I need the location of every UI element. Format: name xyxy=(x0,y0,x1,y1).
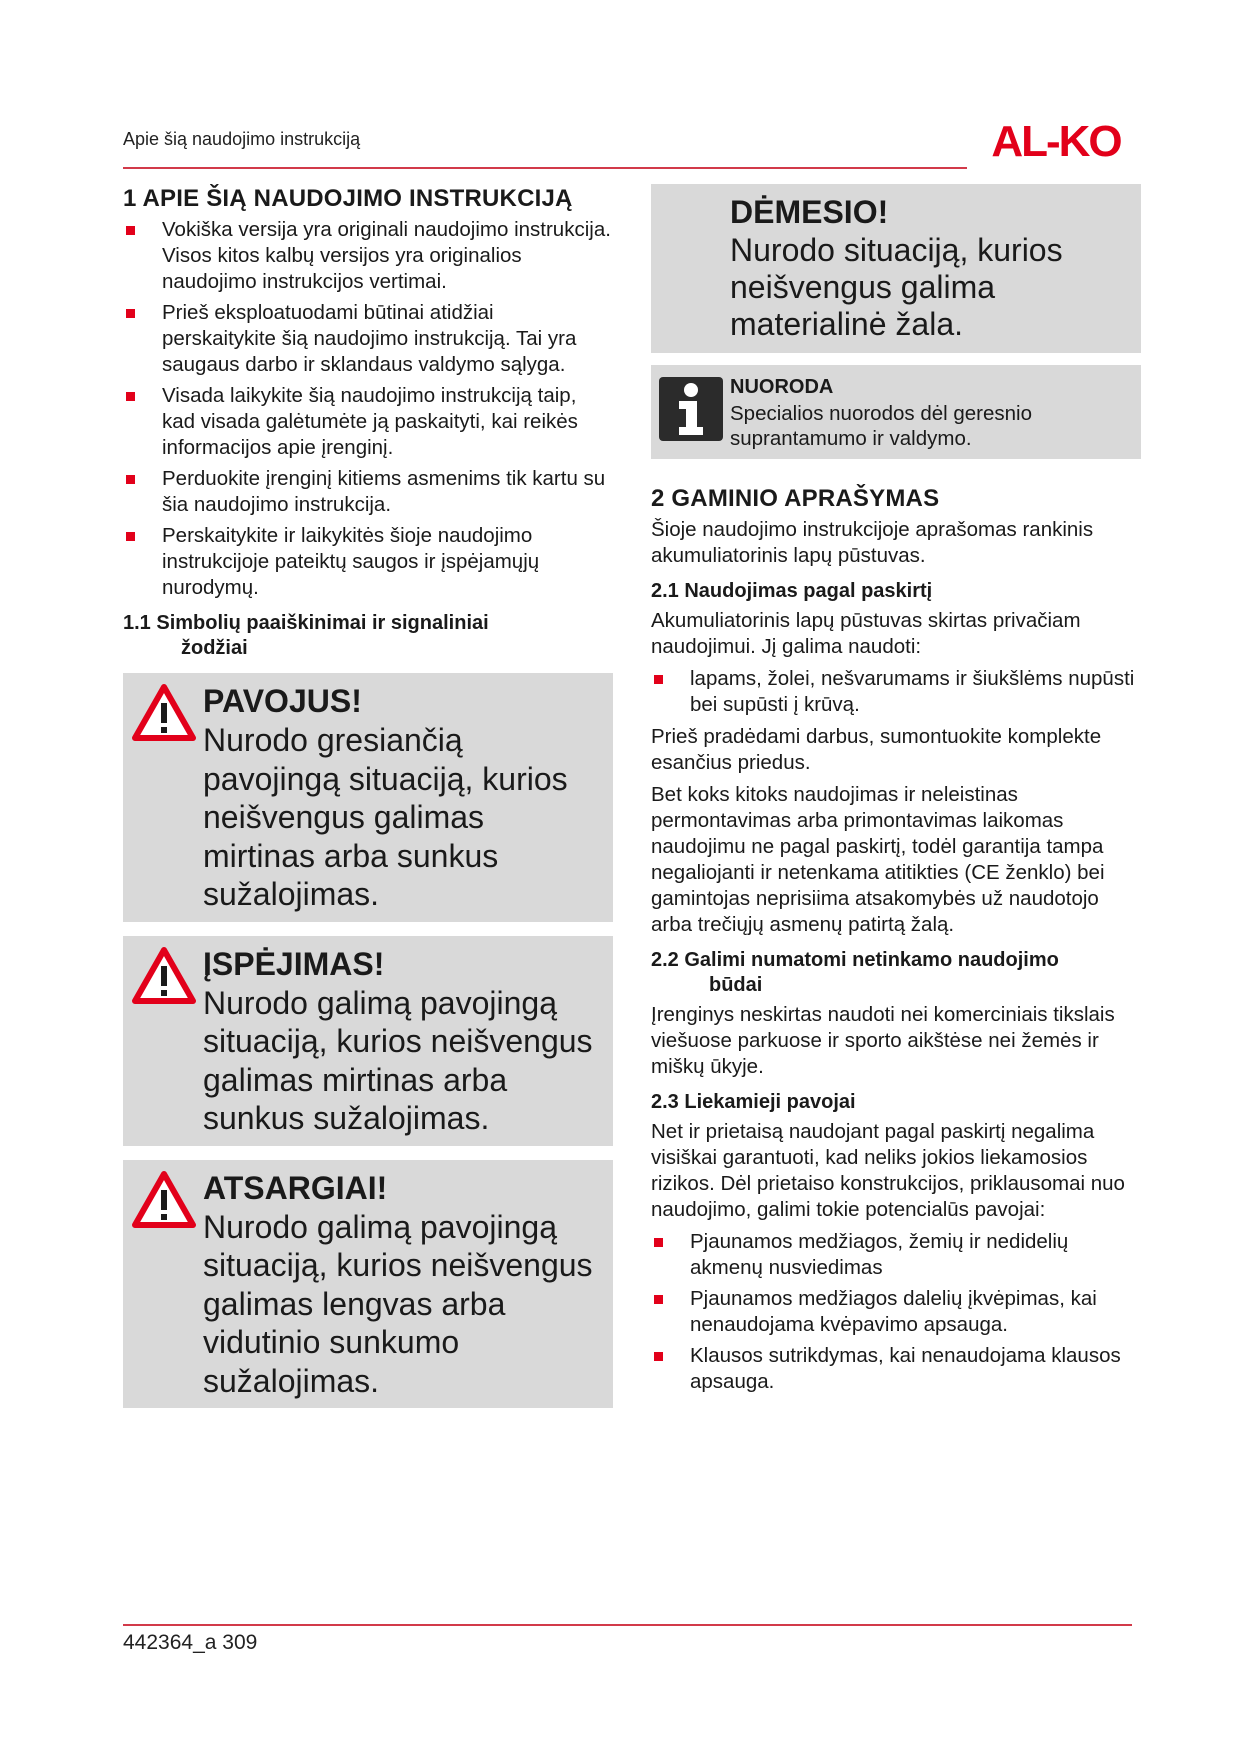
subsection-2-3-title: 2.3 Liekamieji pavojai xyxy=(651,1091,856,1113)
note-body: Specialios nuorodos dėl geresnio suprantamumo ir valdymo. xyxy=(730,402,1033,450)
list-item xyxy=(651,1229,1141,1281)
bullet-square-icon xyxy=(654,1295,663,1304)
subsection-2-3-bullets xyxy=(651,1229,1141,1395)
section-1-title: 1 APIE ŠIĄ NAUDOJIMO INSTRUKCIJĄ xyxy=(123,185,573,212)
list-item-text: Vokiška versija yra originali naudojimo instrukcija. Visos kitos kalbų versijos yra originalios naudojimo instrukcijos vertimai. xyxy=(162,218,611,293)
list-item xyxy=(651,666,1141,718)
list-item-text: Pjaunamos medžiagos, žemių ir nedidelių akmenų nusviedimas xyxy=(690,1230,1069,1279)
subsection-title-line: būdai xyxy=(709,974,763,996)
list-item-text: Perduokite įrenginį kitiems asmenims tik kartu su šia naudojimo instrukcija. xyxy=(162,467,606,516)
list-item-text: Klausos sutrikdymas, kai nenaudojama klausos apsauga. xyxy=(690,1344,1121,1393)
warning-triangle-icon xyxy=(131,946,197,1006)
list-item xyxy=(651,1343,1141,1395)
bullet-square-icon xyxy=(126,532,135,541)
subsection-title-line: 1.1 Simbolių paaiškinimai ir signaliniai xyxy=(123,612,489,634)
danger-title: PAVOJUS! xyxy=(203,683,362,719)
list-item-text: Pjaunamos medžiagos dalelių įkvėpimas, kai nenaudojama kvėpavimo apsauga. xyxy=(690,1287,1097,1336)
bullet-square-icon xyxy=(126,226,135,235)
list-item-text: Visada laikykite šią naudojimo instrukciją taip, kad visada galėtumėte ją paskaityti, kai reikės informacijos apie įrenginį. xyxy=(162,384,578,459)
bullet-square-icon xyxy=(126,392,135,401)
bullet-square-icon xyxy=(126,475,135,484)
notice-title: DĖMESIO! xyxy=(730,194,889,230)
subsection-2-1-title: 2.1 Naudojimas pagal paskirtį xyxy=(651,580,933,602)
footer-page-ref: 442364_a 309 xyxy=(123,1631,258,1654)
paragraph: Akumuliatorinis lapų pūstuvas skirtas privačiam naudojimui. Jį galima naudoti: xyxy=(651,609,1081,658)
info-icon xyxy=(659,377,723,441)
subsection-title-line: žodžiai xyxy=(181,637,248,659)
warning-box xyxy=(123,936,613,1146)
bullet-square-icon xyxy=(654,675,663,684)
caution-title: ATSARGIAI! xyxy=(203,1169,388,1206)
list-item xyxy=(123,217,613,295)
notice-body: Nurodo situaciją, kurios neišvengus galima materialinė žala. xyxy=(730,232,1063,342)
danger-body: Nurodo gresiančią pavojingą situaciją, kurios neišvengus galimas mirtinas arba sunkus sužalojimas. xyxy=(203,722,568,912)
section-2-intro: Šioje naudojimo instrukcijoje aprašomas rankinis akumuliatorinis lapų pūstuvas. xyxy=(651,518,1094,567)
warning-triangle-icon xyxy=(131,683,197,743)
footer-rule xyxy=(123,1624,1132,1626)
section-2-title: 2 GAMINIO APRAŠYMAS xyxy=(651,485,940,512)
subsection-title-line: 2.2 Galimi numatomi netinkamo naudojimo xyxy=(651,949,1059,971)
caution-body: Nurodo galimą pavojingą situaciją, kurios neišvengus galimas lengvas arba vidutinio sunkumo sužalojimas. xyxy=(203,1208,593,1399)
list-item-text: lapams, žolei, nešvarumams ir šiukšlėms nupūsti bei supūsti į krūvą. xyxy=(690,667,1135,716)
list-item xyxy=(123,383,613,461)
header-title: Apie šią naudojimo instrukciją xyxy=(123,129,361,149)
alko-logo xyxy=(976,118,1136,164)
list-item-text: Perskaitykite ir laikykitės šioje naudojimo instrukcijoje pateiktų saugos ir įspėjamųjų nurodymų. xyxy=(162,524,540,599)
warning-triangle-icon xyxy=(131,1170,197,1230)
caution-box xyxy=(123,1160,613,1409)
danger-box xyxy=(123,673,613,922)
paragraph: Net ir prietaisą naudojant pagal paskirtį negalima visiškai garantuoti, kad neliks jokios liekamosios rizikos. Dėl prietaiso konstrukcijos, priklausomai nuo naudojimo, galimi tokie potencialūs pavojai: xyxy=(651,1120,1125,1221)
list-item xyxy=(651,1286,1141,1338)
bullet-square-icon xyxy=(654,1352,663,1361)
note-box xyxy=(651,365,1141,459)
subsection-2-2-title xyxy=(651,948,1141,998)
section-1-bullets xyxy=(123,217,613,601)
bullet-square-icon xyxy=(654,1238,663,1247)
list-item xyxy=(123,523,613,601)
list-item xyxy=(123,300,613,378)
bullet-square-icon xyxy=(126,309,135,318)
header-rule xyxy=(123,167,967,169)
list-item-text: Prieš eksploatuodami būtinai atidžiai perskaitykite šią naudojimo instrukciją. Tai yra saugaus darbo ir sklandaus valdymo sąlyga. xyxy=(162,301,577,376)
paragraph: Bet koks kitoks naudojimas ir neleistinas permontavimas arba primontavimas laikomas naudojimu ne pagal paskirtį, todėl garantija tampa negaliojanti ir netenkama atitikties (CE ženklo) bei gamintojas neprisiima atsakomybės už naudotojo arba trečiųjų asmenų patirtą žalą. xyxy=(651,783,1105,936)
left-column xyxy=(123,185,613,1422)
subsection-1-1-title xyxy=(123,611,613,661)
warning-title: ĮSPĖJIMAS! xyxy=(203,945,385,982)
warning-body: Nurodo galimą pavojingą situaciją, kurios neišvengus galimas mirtinas arba sunkus sužalojimas. xyxy=(203,984,593,1136)
paragraph: Įrenginys neskirtas naudoti nei komerciniais tikslais viešuose parkuose ir sporto aikštėse nei žemės ir miškų ūkyje. xyxy=(651,1003,1115,1078)
note-title: NUORODA xyxy=(730,376,834,398)
list-item xyxy=(123,466,613,518)
logo-text: AL-KO xyxy=(991,118,1121,164)
subsection-2-1-bullets xyxy=(651,666,1141,718)
notice-box xyxy=(651,184,1141,353)
paragraph: Prieš pradėdami darbus, sumontuokite komplekte esančius priedus. xyxy=(651,725,1102,774)
right-column xyxy=(651,184,1141,1401)
